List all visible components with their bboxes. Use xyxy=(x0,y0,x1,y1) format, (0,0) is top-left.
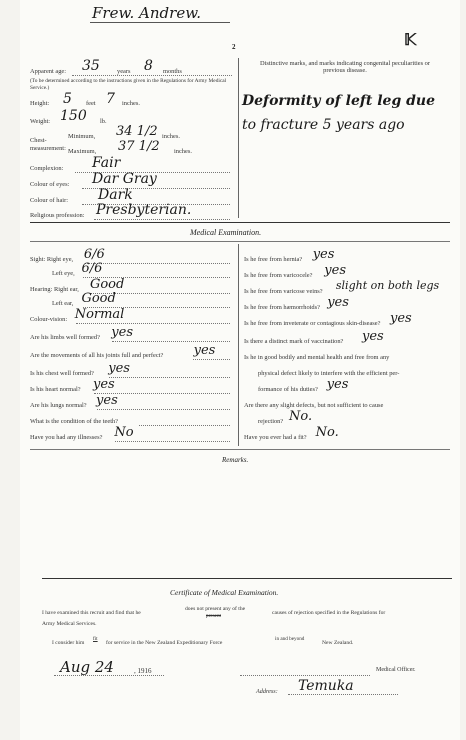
age-label: Apparent age: xyxy=(30,68,67,75)
cert-address: Temuka xyxy=(298,678,354,694)
age-note: (To be determined according to the instructions given in the Regulations for Army Medical Service.) xyxy=(30,78,227,91)
right-answer: yes xyxy=(362,329,384,344)
chest-max-unit: inches. xyxy=(174,148,192,155)
cert-line2: Army Medical Services. xyxy=(42,621,97,627)
religion-value: Presbyterian. xyxy=(96,202,192,218)
right-answer: slight on both legs xyxy=(335,279,440,292)
left-answer: yes xyxy=(93,377,115,392)
height-inches-unit: inches. xyxy=(122,100,140,107)
height-inches: 7 xyxy=(106,91,115,107)
right-question: Is there a distinct mark of vaccination? xyxy=(244,338,344,345)
chest-max-label: Maximum, xyxy=(68,148,97,155)
chest-max: 37 1/2 xyxy=(118,139,160,154)
chest-min-unit: inches. xyxy=(162,133,180,140)
chest-min: 34 1/2 xyxy=(116,124,158,139)
cert-line3e: New Zealand. xyxy=(322,640,354,646)
right-question: Is he free from varicocele? xyxy=(244,272,313,279)
left-question: Is his heart normal? xyxy=(30,386,81,393)
left-question: Is his chest well formed? xyxy=(30,370,94,377)
left-question: Have you had any illnesses? xyxy=(30,434,103,441)
left-question: Sight: Right eye, xyxy=(30,256,74,263)
left-question: Left ear, xyxy=(52,300,74,307)
left-question: Colour-vision: xyxy=(30,316,68,323)
right-answer: yes xyxy=(312,247,335,262)
left-answer: 6/6 xyxy=(81,261,103,276)
cert-officer-label: Medical Officer. xyxy=(376,667,416,673)
hair-value: Dark xyxy=(98,187,133,203)
left-answer: Good xyxy=(81,291,116,306)
marks-line1: Deformity of left leg due xyxy=(242,93,435,109)
recruit-name: Frew. Andrew. xyxy=(92,4,202,22)
right-question: Is he in good bodily and mental health and free from any xyxy=(244,354,390,361)
cert-address-label: Address: xyxy=(256,688,278,695)
left-answer: 6/6 xyxy=(83,247,105,262)
left-question: Are his lungs normal? xyxy=(30,402,87,409)
age-years-unit: years xyxy=(117,68,131,75)
medical-title: Medical Examination. xyxy=(190,228,262,237)
right-question: formance of his duties? xyxy=(258,386,318,393)
complexion-value: Fair xyxy=(92,155,121,171)
left-question: What is the condition of the teeth? xyxy=(30,418,119,425)
cert-date: Aug 24 xyxy=(60,658,114,676)
right-question: Is he free from inveterate or contagious skin-disease? xyxy=(244,320,381,327)
right-question: Is he free from varicose veins? xyxy=(244,288,323,295)
cert-line1b: does not present any of the xyxy=(185,606,246,612)
right-question: Is he free from hernia? xyxy=(244,256,303,263)
right-answer: yes xyxy=(327,295,349,310)
weight-value: 150 xyxy=(60,108,87,124)
chest-min-label: Minimum, xyxy=(68,133,96,140)
left-answer: yes xyxy=(96,393,118,408)
page-number: 2 xyxy=(232,43,236,51)
right-answer: No. xyxy=(289,409,313,424)
right-answer: No. xyxy=(315,425,339,440)
left-answer: Good xyxy=(89,277,125,292)
height-feet: 5 xyxy=(63,91,72,107)
left-answer: yes xyxy=(108,361,130,376)
height-label: Height: xyxy=(30,100,50,107)
right-answer: yes xyxy=(390,311,412,326)
document-page xyxy=(20,0,460,740)
cert-line1c: present xyxy=(206,613,221,619)
left-answer: Normal xyxy=(74,307,125,322)
age-months-unit: months xyxy=(163,68,182,75)
left-question: Left eye, xyxy=(52,270,75,277)
left-answer: yes xyxy=(111,325,134,340)
religion-label: Religious profession: xyxy=(30,212,85,219)
cert-line3b: fit xyxy=(93,636,98,642)
eyes-label: Colour of eyes: xyxy=(30,181,70,188)
age-years: 35 xyxy=(82,58,100,74)
cert-line1d: causes of rejection specified in the Regulations for xyxy=(272,610,386,616)
cert-line3a: I consider him xyxy=(52,640,85,646)
left-question: Are the movements of all his joints full and perfect? xyxy=(30,352,164,359)
right-question: Are there any slight defects, but not sufficient to cause xyxy=(244,402,384,409)
marks-label: Distinctive marks, and marks indicating congenital peculiarities or previous disease. xyxy=(259,60,430,74)
right-answer: yes xyxy=(324,263,347,278)
left-question: Are his limbs well formed? xyxy=(30,334,100,341)
weight-unit: lb. xyxy=(100,118,107,125)
right-answer: yes xyxy=(326,377,349,392)
right-question: Have you ever had a fit? xyxy=(244,434,307,441)
left-answer: No xyxy=(114,425,134,440)
cert-line3c: for service in the New Zealand Expeditionary Force xyxy=(106,640,223,646)
certificate-title: Certificate of Medical Examination. xyxy=(170,588,279,597)
cert-line3d: in and beyond xyxy=(275,636,305,642)
corner-mark: 𝕂 xyxy=(404,32,417,49)
chest-label: Chest-measurement: xyxy=(30,137,66,152)
cert-year: , 1916 xyxy=(134,667,152,675)
marks-line2: to fracture 5 years ago xyxy=(242,117,405,133)
right-question: Is he free from hæmorrhoids? xyxy=(244,304,320,311)
cert-line1a: I have examined this recruit and find that he xyxy=(42,610,141,616)
right-question: rejection? xyxy=(258,418,284,425)
age-months: 8 xyxy=(144,58,153,74)
eyes-value: Dar Gray xyxy=(92,171,157,187)
left-question: Hearing: Right ear, xyxy=(30,286,79,293)
remarks-title: Remarks. xyxy=(222,456,249,464)
right-question: physical defect likely to interfere with the efficient per- xyxy=(258,370,400,377)
complexion-label: Complexion: xyxy=(30,165,64,172)
height-feet-unit: feet xyxy=(86,100,96,107)
left-answer: yes xyxy=(193,343,216,358)
weight-label: Weight: xyxy=(30,118,51,125)
hair-label: Colour of hair: xyxy=(30,197,68,204)
